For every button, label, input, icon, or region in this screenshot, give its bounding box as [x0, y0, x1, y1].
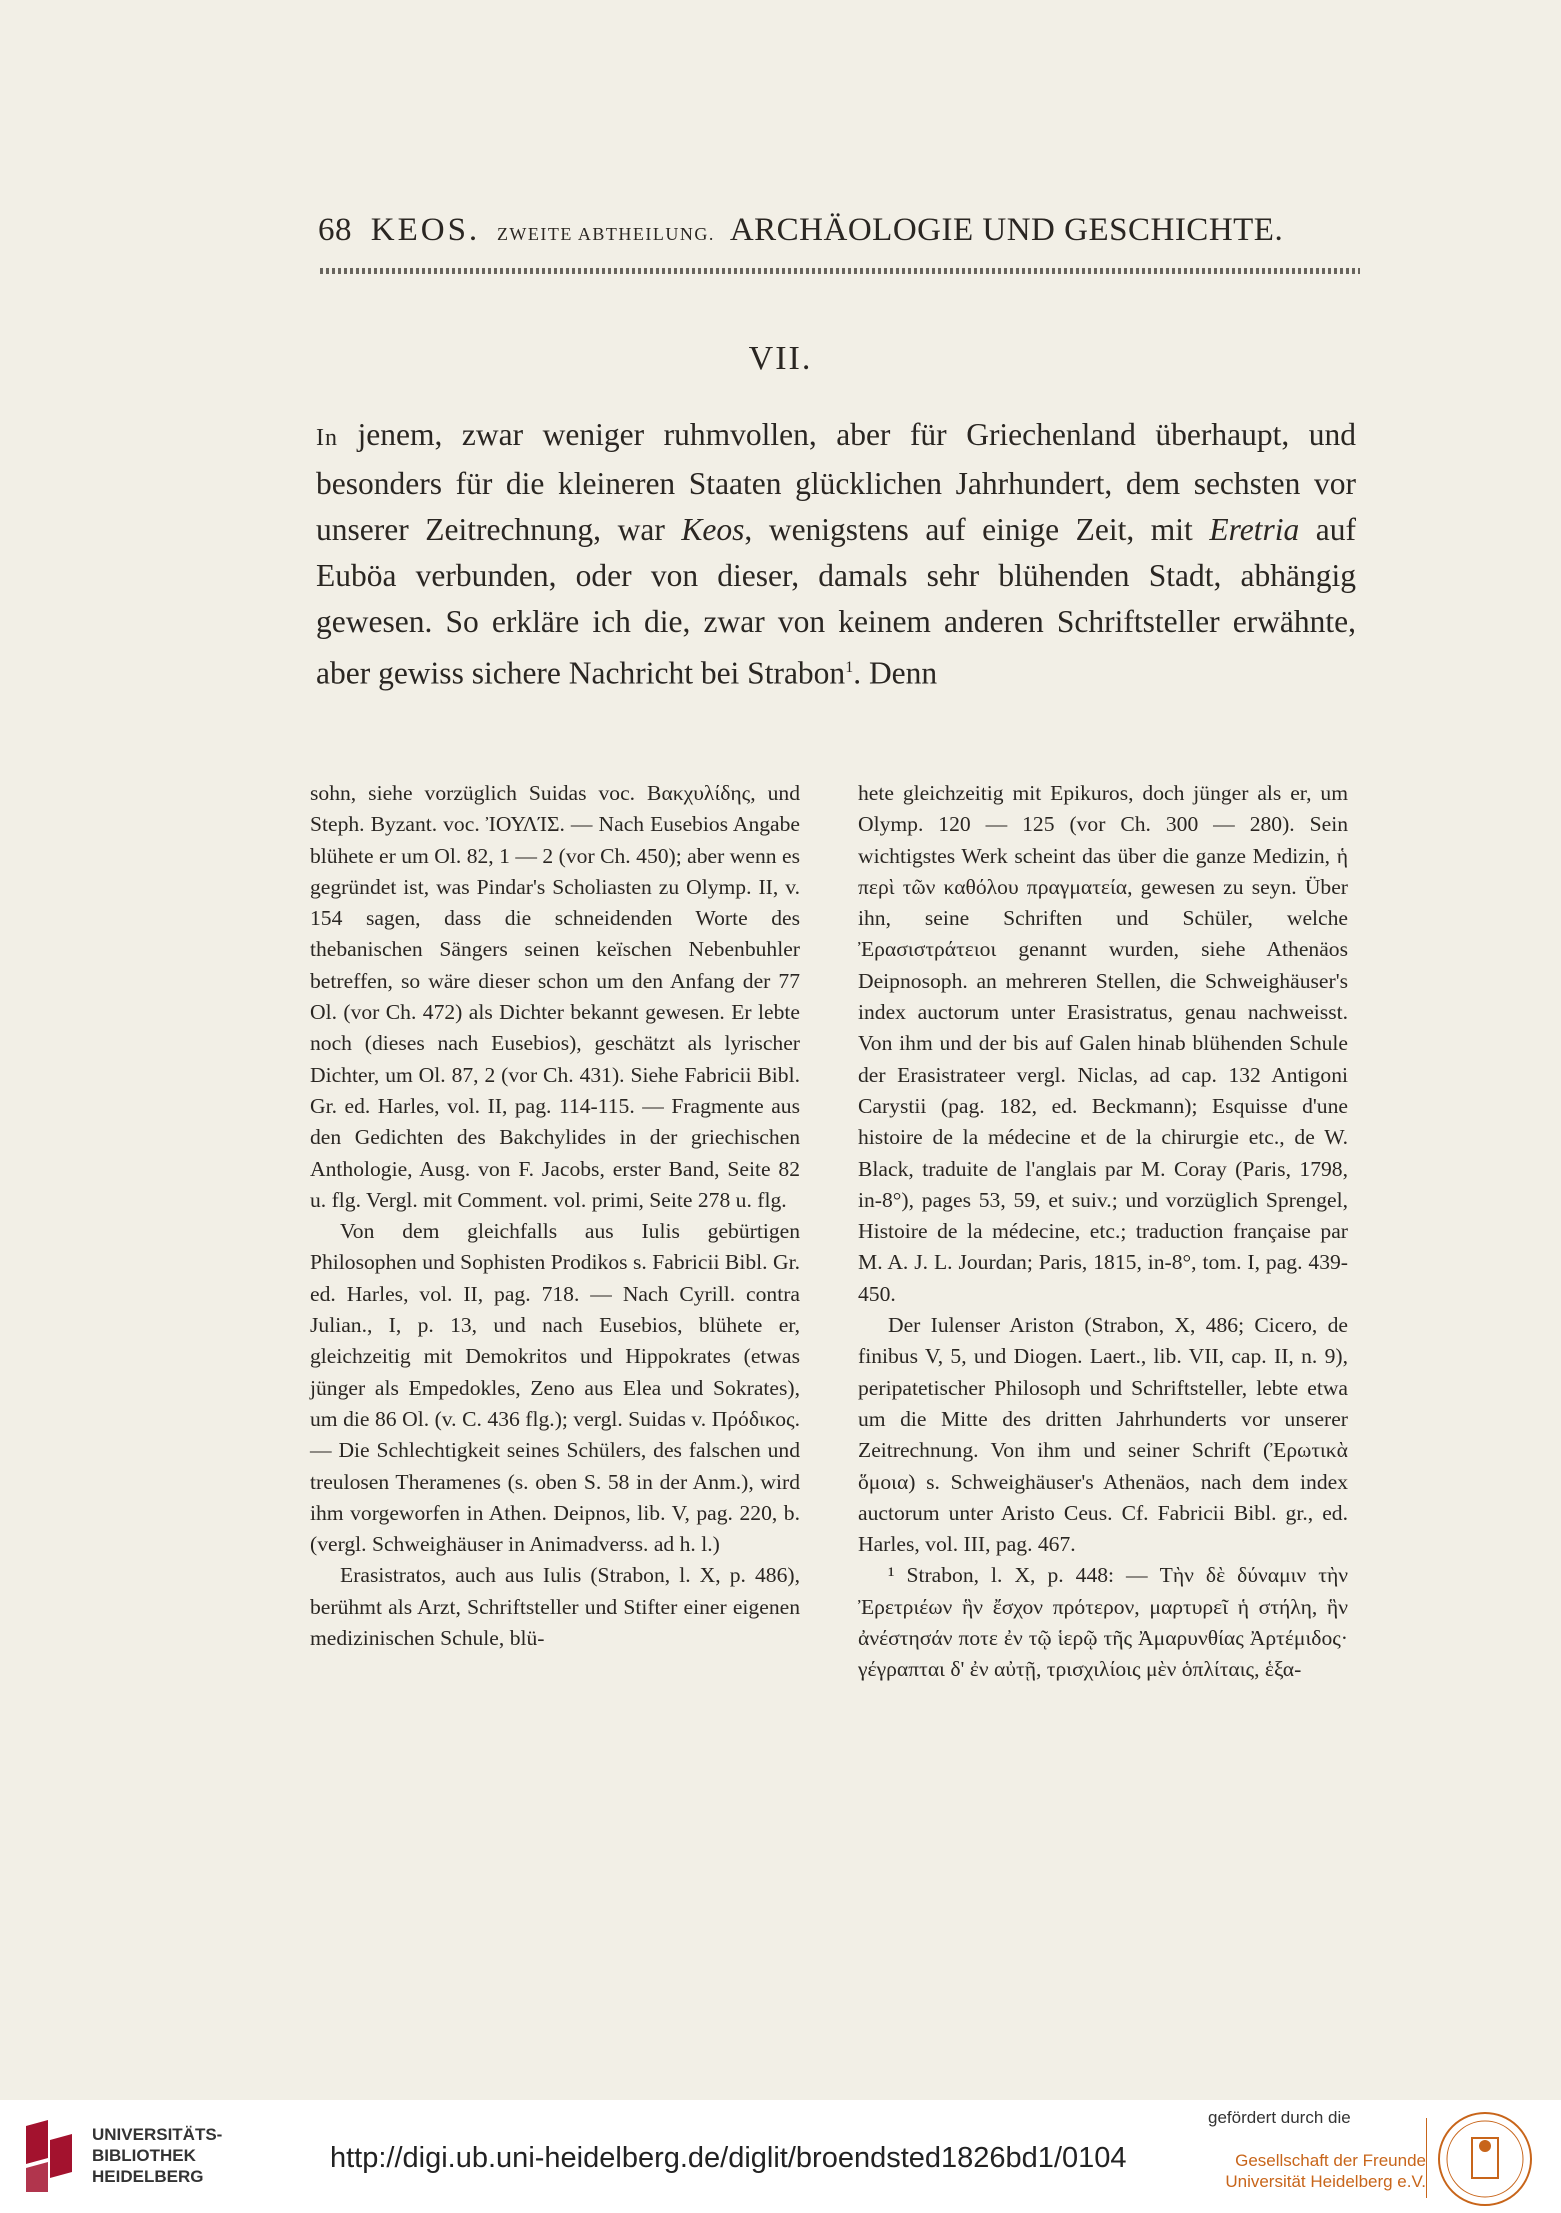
- intro-keos: Keos: [681, 512, 745, 547]
- note-paragraph: sohn, siehe vorzüglich Suidas voc. Βακχυλίδης, und Steph. Byzant. voc. ἸΟΥΛΊΣ. — Nach Eusebios Angabe blühete er um Ol. 82, 1 — 2 (vor Ch. 450); aber wenn es gegründet ist, was Pindar's Scholiasten zu Olymp. II, v. 154 sagen, dass die schneidenden Worte des thebanischen Sängers seinen keïschen Nebenbuhler betreffen, so wäre dieser schon um den Anfang der 77 Ol. (vor Ch. 472) als Dichter bekannt gewesen. Er lebte noch (dieses nach Eusebios), geschätzt als lyrischer Dichter, um Ol. 87, 2 (vor Ch. 431). Siehe Fabricii Bibl. Gr. ed. Harles, vol. II, pag. 114-115. — Fragmente aus den Gedichten des Bakchylides in der griechischen Anthologie, Ausg. von F. Jacobs, erster Band, Seite 82 u. flg. Vergl. mit Comment. vol. primi, Seite 278 u. flg.: [310, 781, 800, 1212]
- intro-text: jenem, zwar weniger ruhmvollen, aber für Griechenland überhaupt, und besonders für die kleineren Staaten glücklichen Jahrhundert, dem sechsten vor unserer Zeitrechnung, war: [316, 417, 1356, 547]
- intro-eretria: Eretria: [1209, 512, 1300, 547]
- source-url-link[interactable]: http://digi.ub.uni-heidelberg.de/diglit/broendsted1826bd1/0104: [330, 2142, 1127, 2174]
- page-number: 68: [318, 212, 352, 248]
- intro-text4: . Denn: [853, 655, 938, 691]
- header-keos: KEOS.: [370, 212, 481, 248]
- note-paragraph: Erasistratos, auch aus Iulis (Strabon, l. X, p. 486), berühmt als Arzt, Schriftsteller und Stifter einer eigenen medizinischen Schule, blü-: [310, 1563, 800, 1651]
- university-library-logo: [18, 2118, 80, 2194]
- chapter-heading: VII.: [748, 340, 813, 377]
- footnote: ¹ Strabon, l. X, p. 448: — Τὴν δὲ δύναμιν τὴν Ἐρετριέων ἣν ἔσχον πρότερον, μαρτυρεῖ ἡ στήλη, ἣν ἀνέστησάν ποτε ἐν τῷ ἱερῷ τῆς Ἀμαρυνθίας Ἀρτέμιδος· γέγραπται δ' ἐν αὐτῇ, τρισχιλίοις μὲν ὁπλίταις, ἑξα-: [858, 1563, 1348, 1682]
- divider: [1426, 2118, 1427, 2198]
- digitization-footer: [0, 2100, 1561, 2213]
- intro-text2: , wenigstens auf einige Zeit, mit: [744, 512, 1210, 547]
- library-name: UNIVERSITÄTS- BIBLIOTHEK HEIDELBERG: [92, 2125, 223, 2186]
- sponsor-name: Gesellschaft der Freunde Universität Heidelberg e.V.: [1225, 2151, 1426, 2191]
- note-paragraph: Von dem gleichfalls aus Iulis gebürtigen Philosophen und Sophisten Prodikos s. Fabricii Bibl. Gr. ed. Harles, vol. II, pag. 718. — Nach Cyrill. contra Julian., I, p. 13, und nach Eusebios, blühete er, gleichzeitig mit Demokritos und Hippokrates (etwas jünger als Empedokles, Zeno aus Elea und Sokrates), um die 86 Ol. (v. C. 436 flg.); vergl. Suidas v. Πρόδικος. — Die Schlechtigkeit seines Schülers, des falschen und treulosen Theramenes (s. oben S. 58 in der Anm.), wird ihm vorgeworfen in Athen. Deipnos, lib. V, pag. 220, b. (vergl. Schweighäuser in Animadverss. ad h. l.): [310, 1219, 800, 1557]
- notes-left-column: [310, 778, 800, 1654]
- intro-lead: In: [316, 425, 338, 451]
- note-paragraph: Der Iulenser Ariston (Strabon, X, 486; Cicero, de finibus V, 5, und Diogen. Laert., lib. VII, cap. II, n. 9), peripatetischer Philosoph und Schriftsteller, lebte etwa um die Mitte des dritten Jahrhunderts vor unserer Zeitrechnung. Von ihm und seiner Schrift (Ἐρωτικὰ ὅμοια) s. Schweighäuser's Athenäos, nach dem index auctorum unter Aristo Ceus. Cf. Fabricii Bibl. gr., ed. Harles, vol. III, pag. 467.: [858, 1313, 1348, 1557]
- header-rule: [320, 268, 1360, 274]
- intro-text3: auf Euböa verbunden, oder von dieser, damals sehr blühenden Stadt, abhängig gewesen. So erkläre ich die, zwar von keinem anderen Schriftsteller erwähnte, aber gewiss sichere Nachricht bei Strabon: [316, 512, 1356, 691]
- footnote-ref: 1: [845, 659, 854, 676]
- header-section: ARCHÄOLOGIE UND GESCHICHTE.: [729, 212, 1284, 248]
- university-seal-icon: [1436, 2110, 1534, 2208]
- sponsor-label: gefördert durch die: [1208, 2108, 1351, 2127]
- header-subtitle: ZWEITE ABTHEILUNG.: [496, 224, 715, 244]
- note-paragraph: hete gleichzeitig mit Epikuros, doch jünger als er, um Olymp. 120 — 125 (vor Ch. 300 — 280). Sein wichtigstes Werk scheint das über die ganze Medizin, ἡ περὶ τῶν καθόλου πραγματεία, gewesen zu seyn. Über ihn, seine Schriften und Schüler, welche Ἐρασιστράτειοι genannt wurden, siehe Athenäos Deipnosoph. an mehreren Stellen, die Schweighäuser's index auctorum unter Erasistratus, genau nachweisst. Von ihm und der bis auf Galen hinab blühenden Schule der Erasistrateer vergl. Niclas, ad cap. 132 Antigoni Carystii (pag. 182, ed. Beckmann); Esquisse d'une histoire de la médecine et de la chirurgie etc., de W. Black, traduite de l'anglais par M. Coray (Paris, 1798, in-8°), pages 53, 59, et suiv.; und vorzüglich Sprengel, Histoire de la médecine, etc.; traduction française par M. A. J. L. Jourdan; Paris, 1815, in-8°, tom. I, pag. 439-450.: [858, 781, 1348, 1306]
- notes-right-column: [858, 778, 1348, 1686]
- intro-paragraph: [316, 412, 1356, 697]
- running-header: [318, 212, 1358, 249]
